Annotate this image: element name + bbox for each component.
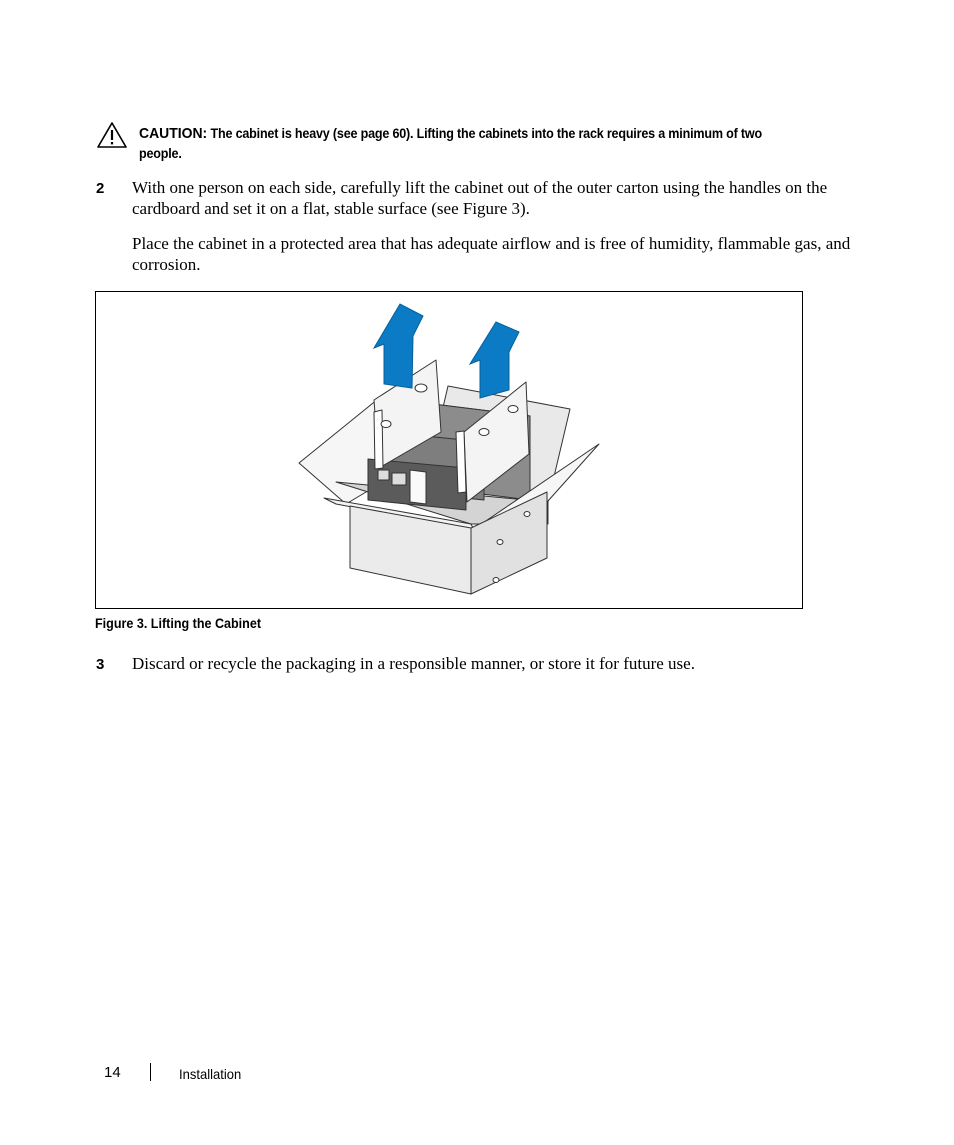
footer-section-title: Installation bbox=[179, 1066, 242, 1082]
figure-caption: Figure 3. Lifting the Cabinet bbox=[95, 616, 262, 631]
page-number: 14 bbox=[104, 1064, 121, 1081]
caution-icon bbox=[96, 121, 128, 149]
step-paragraph: Place the cabinet in a protected area that has adequate airflow and is free of humidity, flammable gas, and corrosion. bbox=[132, 234, 851, 274]
caution-notice bbox=[139, 124, 799, 164]
step-paragraph: Discard or recycle the packaging in a responsible manner, or store it for future use. bbox=[132, 654, 695, 673]
cabinet-illustration bbox=[96, 292, 802, 608]
step-paragraph: With one person on each side, carefully lift the cabinet out of the outer carton using the handles on the cardboard and set it on a flat, stable surface (see Figure 3). bbox=[132, 178, 828, 218]
step-number: 2 bbox=[96, 180, 105, 197]
lift-arrows bbox=[374, 304, 519, 398]
step-number: 3 bbox=[96, 656, 105, 673]
caution-label: CAUTION: bbox=[139, 125, 208, 142]
footer-divider bbox=[150, 1063, 151, 1081]
caution-message: The cabinet is heavy (see page 60). Lifting the cabinets into the rack requires a minimum of two people. bbox=[139, 126, 762, 161]
lift-arrow-right bbox=[470, 322, 519, 398]
figure-frame bbox=[95, 291, 803, 609]
